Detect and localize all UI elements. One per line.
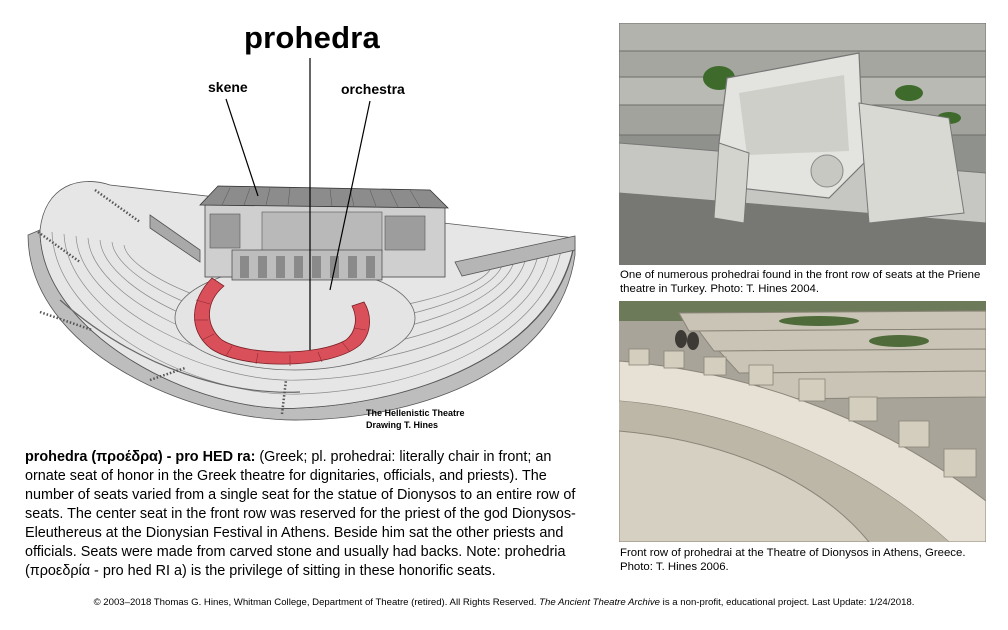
dionysos-theatre-photo bbox=[619, 301, 986, 542]
dionysos-photo-caption: Front row of prohedrai at the Theatre of Dionysos in Athens, Greece. Photo: T. Hines 2006. bbox=[620, 547, 966, 573]
drawing-caption-line2: Drawing T. Hines bbox=[366, 420, 439, 430]
definition-paragraph bbox=[25, 448, 585, 581]
footer-suffix: is a non-profit, educational project. Last Update: 1/24/2018. bbox=[660, 597, 915, 608]
orchestra-label: orchestra bbox=[341, 81, 405, 97]
footer-prefix: © 2003–2018 Thomas G. Hines, Whitman College, Department of Theatre (retired). All Rights Reserved. bbox=[93, 597, 540, 608]
copyright-footer bbox=[0, 597, 1008, 608]
drawing-caption bbox=[366, 407, 465, 431]
skene-label: skene bbox=[208, 79, 248, 95]
definition-term: prohedra (προέδρα) - pro HED ra: bbox=[25, 449, 256, 465]
archive-name: The Ancient Theatre Archive bbox=[539, 597, 661, 608]
priene-photo-caption: One of numerous prohedrai found in the front row of seats at the Priene theatre in Turkey. Photo: T. Hines 2004. bbox=[620, 269, 981, 295]
skene-leader-line bbox=[226, 99, 258, 196]
skene-building bbox=[200, 186, 448, 280]
drawing-caption-line1: The Hellenistic Theatre bbox=[366, 408, 465, 418]
definition-text: (Greek; pl. prohedrai: literally chair in front; an ornate seat of honor in the Greek theatre for dignitaries, officials, and priests). The number of seats varied from a single seat for the statue of Dionysos to an entire row of seats. The center seat in the front row was reserved for the priest of the god Dionysos-Eleuthereus at the Dionysian Festival in Athens. Beside him sat the other priests and officials. Seats were made from carved stone and usually had backs. Note: prohedria (προεδρία - pro hed RI a) is the privilege of sitting in these honorific seats. bbox=[25, 449, 576, 579]
diagram-title: prohedra bbox=[244, 20, 380, 55]
hellenistic-theatre-diagram bbox=[0, 0, 610, 440]
priene-prohedra-photo bbox=[619, 23, 986, 265]
